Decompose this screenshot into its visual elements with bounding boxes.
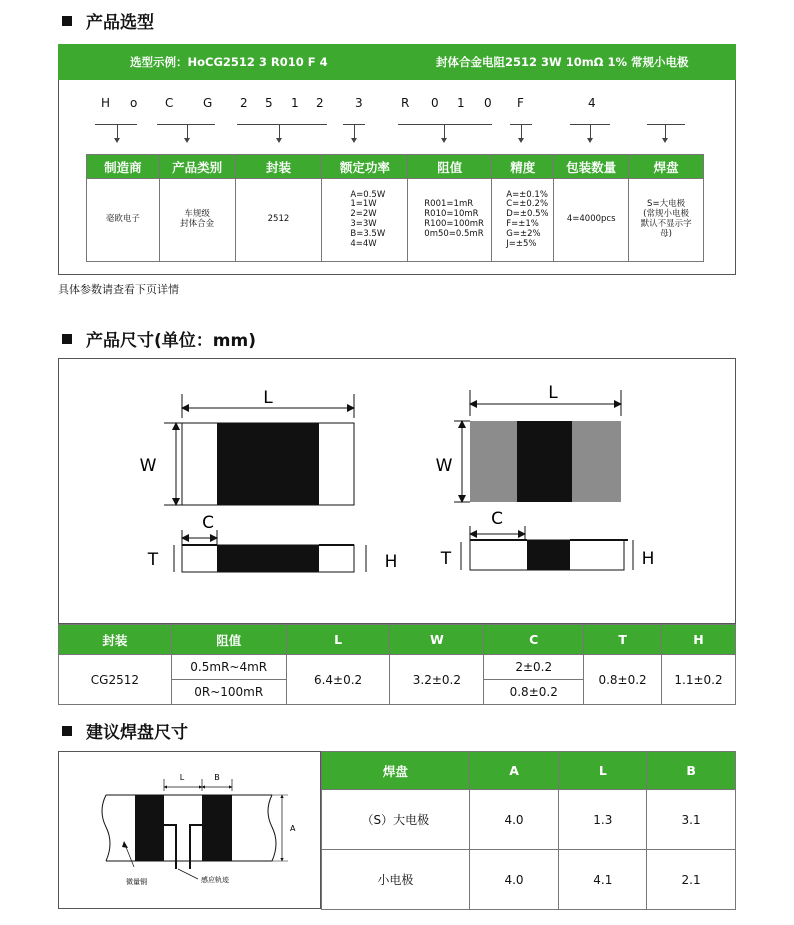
code-char: C [165, 96, 174, 110]
code-char: F [517, 96, 524, 110]
table-row [322, 790, 736, 850]
code-char: o [130, 96, 138, 110]
square-bullet-icon [62, 334, 72, 344]
dimension-table [58, 624, 736, 705]
pad-header-B: B [647, 752, 736, 790]
table-row [322, 850, 736, 910]
down-arrow-icon [590, 125, 591, 139]
pad-header-A: A [469, 752, 559, 790]
code-char: 1 [291, 96, 299, 110]
header-power: 额定功率 [322, 155, 408, 179]
down-arrow-icon [117, 125, 118, 139]
down-arrow-icon [444, 125, 445, 139]
code-char: 3 [355, 96, 363, 110]
label-T-right: T [440, 549, 452, 569]
example-description: 封体合金电阻2512 3W 10mΩ 1% 常规小电极 [436, 55, 689, 69]
down-arrow-icon [279, 125, 280, 139]
code-char: 5 [265, 96, 273, 110]
code-char: H [101, 96, 111, 110]
pad-label-B: B [214, 773, 220, 782]
cell-pad: S=大电极 (常规小电极 默认不显示字 母) [629, 179, 704, 262]
pad-label-A: A [290, 824, 296, 833]
dim-package: CG2512 [59, 655, 172, 705]
selection-example-bar [58, 44, 736, 80]
code-char: G [203, 96, 213, 110]
header-category: 产品类别 [159, 155, 235, 179]
dim-resistance-1: 0.5mR~4mR [171, 655, 286, 680]
dim-L: 6.4±0.2 [286, 655, 390, 705]
pad-row-A: 4.0 [469, 850, 559, 910]
dim-W: 3.2±0.2 [390, 655, 484, 705]
dim-header-resistance: 阻值 [171, 625, 286, 655]
label-L: L [263, 388, 273, 408]
chip-top-view-large-electrode [454, 390, 621, 502]
label-C-right: C [491, 509, 503, 529]
label-L-right: L [548, 383, 558, 403]
label-H: H [384, 552, 398, 572]
code-char: 0 [431, 96, 439, 110]
code-char: 2 [316, 96, 324, 110]
label-T: T [147, 550, 159, 570]
dim-C-1: 2±0.2 [484, 655, 584, 680]
dim-header-package: 封装 [59, 625, 172, 655]
down-arrow-icon [665, 125, 666, 139]
square-bullet-icon [62, 16, 72, 26]
selection-section-title: 产品选型 [62, 8, 154, 33]
dim-header-H: H [662, 625, 736, 655]
code-char: 0 [484, 96, 492, 110]
pad-label-copper: 微量铜 [126, 878, 147, 886]
pad-drawing [58, 751, 321, 909]
cell-power: A=0.5W 1=1W 2=2W 3=3W B=3.5W 4=4W [322, 179, 408, 262]
pad-row-B: 3.1 [647, 790, 736, 850]
pad-section-title: 建议焊盘尺寸 [62, 718, 188, 743]
down-arrow-icon [521, 125, 522, 139]
header-package: 封装 [235, 155, 322, 179]
cell-package: 2512 [235, 179, 322, 262]
pad-table [321, 751, 736, 910]
cell-packing: 4=4000pcs [554, 179, 629, 262]
pad-label-trace: 感应轨迹 [201, 876, 229, 884]
footnote: 具体参数请查看下页详情 [58, 283, 179, 296]
header-tolerance: 精度 [492, 155, 554, 179]
dim-header-T: T [584, 625, 662, 655]
down-arrow-icon [354, 125, 355, 139]
square-bullet-icon [62, 726, 72, 736]
example-code: 选型示例：HoCG2512 3 R010 F 4 [130, 55, 328, 69]
header-manufacturer: 制造商 [87, 155, 160, 179]
selection-table [86, 154, 704, 262]
code-char: 2 [240, 96, 248, 110]
cell-resistance: R001=1mR R010=10mR R100=100mR 0m50=0.5mR [408, 179, 492, 262]
dim-C-2: 0.8±0.2 [484, 680, 584, 705]
pad-row-name: （S）大电极 [322, 790, 470, 850]
pad-row-B: 2.1 [647, 850, 736, 910]
label-W-right: W [435, 456, 453, 476]
code-char: 1 [457, 96, 465, 110]
code-underline [237, 124, 327, 125]
dimension-section-title: 产品尺寸(单位：mm) [62, 326, 256, 351]
pad-row-L: 1.3 [559, 790, 647, 850]
dim-header-C: C [484, 625, 584, 655]
dim-H: 1.1±0.2 [662, 655, 736, 705]
chip-side-view-large-electrode [461, 526, 633, 570]
chip-side-view-small-electrode [174, 530, 366, 572]
cell-manufacturer: 毫欧电子 [87, 179, 160, 262]
label-H-right: H [641, 549, 655, 569]
code-underline [398, 124, 492, 125]
label-C: C [202, 513, 214, 533]
cell-category: 车规级 封体合金 [159, 179, 235, 262]
pad-row-A: 4.0 [469, 790, 559, 850]
header-resistance: 阻值 [408, 155, 492, 179]
cell-tolerance: A=±0.1% C=±0.2% D=±0.5% F=±1% G=±2% J=±5% [492, 179, 554, 262]
pad-header-name: 焊盘 [322, 752, 470, 790]
code-underline [157, 124, 215, 125]
code-char: R [401, 96, 410, 110]
pad-row-L: 4.1 [559, 850, 647, 910]
chip-top-view-small-electrode [164, 394, 354, 505]
pad-row-name: 小电极 [322, 850, 470, 910]
dim-header-L: L [286, 625, 390, 655]
code-underline [95, 124, 137, 125]
header-packing: 包装数量 [554, 155, 629, 179]
code-underline [647, 124, 685, 125]
dim-resistance-2: 0R~100mR [171, 680, 286, 705]
dimension-drawing [58, 358, 736, 624]
dim-header-W: W [390, 625, 484, 655]
down-arrow-icon [187, 125, 188, 139]
header-pad: 焊盘 [629, 155, 704, 179]
code-char: 4 [588, 96, 596, 110]
pad-label-L: L [179, 773, 185, 782]
label-W: W [139, 456, 157, 476]
dim-T: 0.8±0.2 [584, 655, 662, 705]
pad-header-L: L [559, 752, 647, 790]
